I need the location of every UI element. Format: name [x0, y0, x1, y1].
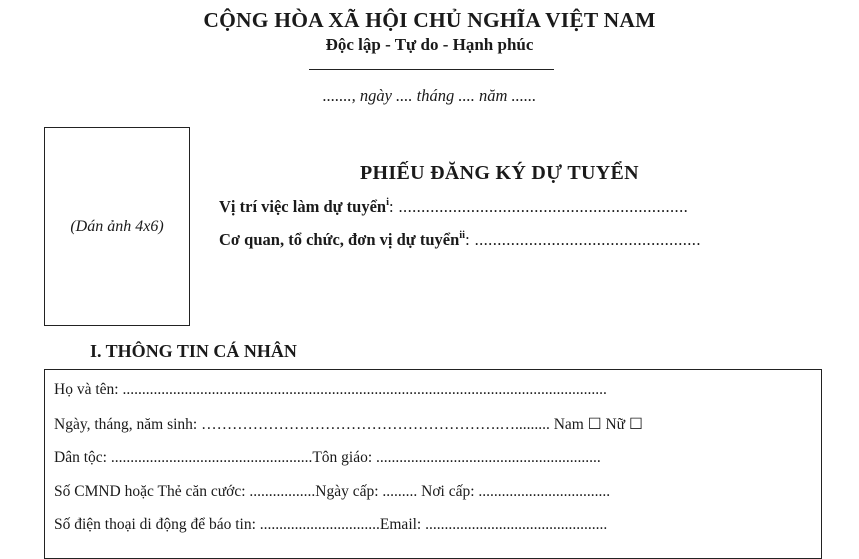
ethnicity-religion-row: Dân tộc: ....................................................Tôn giáo: ..........................................................	[54, 449, 601, 466]
nation-heading: CỘNG HÒA XÃ HỘI CHỦ NGHĨA VIỆT NAM	[203, 8, 656, 32]
motto-underline	[309, 69, 554, 70]
organization-line	[219, 230, 701, 250]
date-line: ......., ngày .... tháng .... năm ......	[322, 86, 537, 105]
organization-footnote-marker: ii	[459, 230, 466, 241]
section-personal-info-title: I. THÔNG TIN CÁ NHÂN	[90, 341, 297, 361]
organization-label: Cơ quan, tổ chức, đơn vị dự tuyển	[219, 230, 460, 249]
form-title: PHIẾU ĐĂNG KÝ DỰ TUYỂN	[360, 162, 639, 184]
phone-email-row: Số điện thoại di động để báo tin: ...............................Email: ...............................................	[54, 516, 608, 533]
photo-placeholder-box	[44, 127, 190, 326]
position-label: Vị trí việc làm dự tuyển	[219, 197, 387, 216]
organization-fill-dots: : ..................................................	[465, 230, 701, 249]
position-line	[219, 197, 688, 217]
birth-date-gender-row: Ngày, tháng, năm sinh: ………………………………………………….…......... Nam ☐ Nữ ☐	[54, 416, 643, 433]
full-name-row: Họ và tên: .............................................................................................................................	[54, 381, 607, 398]
id-card-row: Số CMND hoặc Thẻ căn cước: .................Ngày cấp: ......... Nơi cấp: ..................................	[54, 483, 611, 500]
position-fill-dots: : ................................................................	[389, 197, 689, 216]
position-footnote-marker: i	[386, 197, 390, 208]
photo-label: (Dán ảnh 4x6)	[70, 217, 164, 235]
motto: Độc lập - Tự do - Hạnh phúc	[325, 35, 534, 54]
